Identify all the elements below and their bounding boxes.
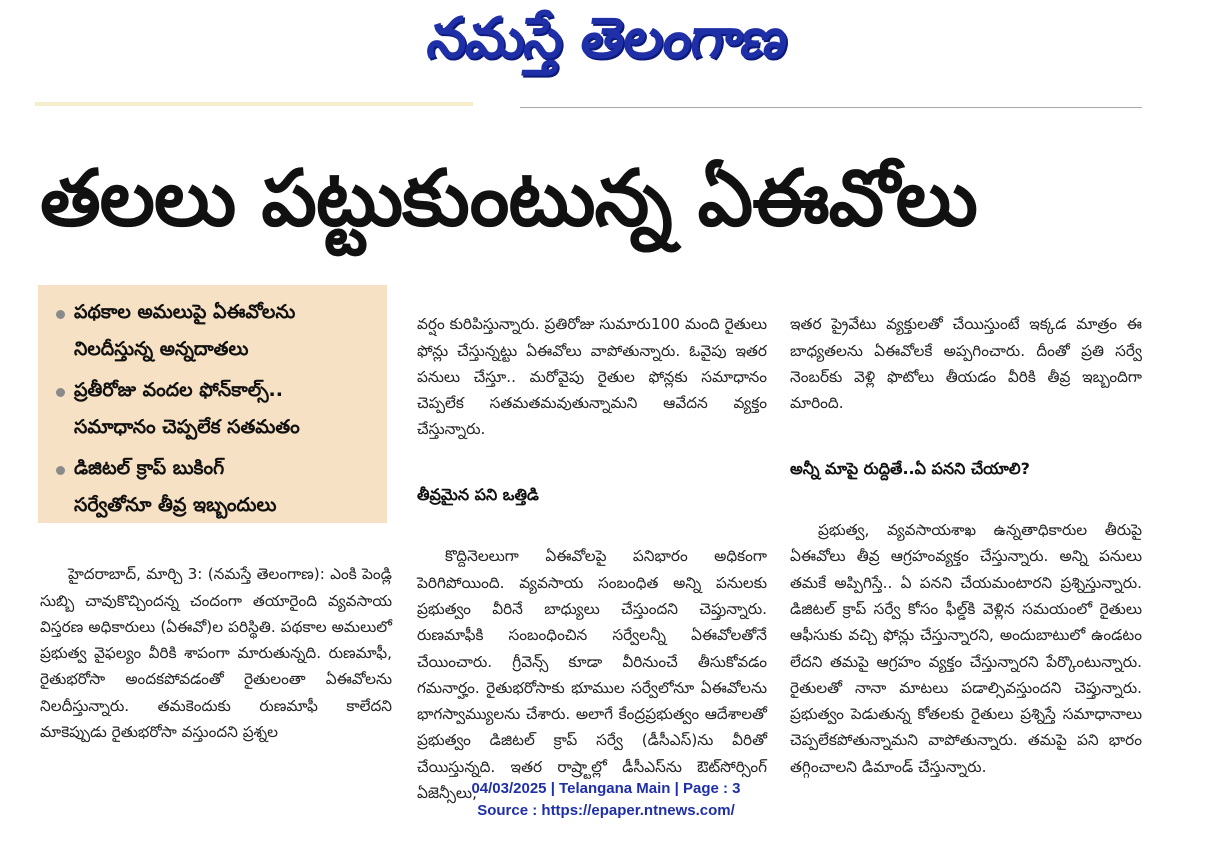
column-1-paragraph: హైదరాబాద్‌, మార్చి 3: (నమస్తే తెలంగాణ): ఎంకి పెండ్లి సుబ్బి చావుకొచ్చిందన్న చందంగా తయారైంది వ్యవసాయ విస్తరణ అధికారులు (ఏఈవో)ల పరిస్థితి. పథకాల అమలులో ప్రభుత్వ వైఫల్యం వీరికి శాపంగా మారుతున్నది. రుణమాఫీ, రైతుభరోసా అందకపోవడంతో రైతులంతా ఏఈవోలను నిలదీస్తున్నారు. తమకెందుకు రుణమాఫీ కాలేదని మాకెప్పుడు రైతుభరోసా వస్తుందని ప్రశ్నల: [40, 565, 392, 742]
article-column-1: [40, 535, 392, 775]
masthead: [0, 2, 1212, 88]
bullet-icon: [56, 466, 65, 475]
article-column-3: [790, 285, 1142, 776]
decorative-rule-right: [520, 107, 1142, 108]
column-3-paragraph-1: ఇతర ప్రైవేటు వ్యక్తులతో చేయిస్తుంటే ఇక్కడ మాత్రం ఈ బాధ్యతలను ఏఈవోలకే అప్పగించారు. దీంతో ప్రతి సర్వే నెంబర్‌కు వెళ్లి ఫొటోలు తీయడం వీరికి తీవ్ర ఇబ్బందిగా మారింది.: [790, 315, 1142, 413]
footer-source: Source : https://epaper.ntnews.com/: [477, 802, 735, 819]
column-2-subheading: తీవ్రమైన పని ఒత్తిడి: [417, 485, 539, 505]
bullet-icon: [56, 388, 65, 397]
highlight-text: ప్రతీరోజు వందల ఫోన్‌కాల్స్‌.. సమాధానం చెప్పలేక సతమతం: [74, 379, 300, 438]
highlights-box: [38, 285, 387, 523]
highlight-text: పథకాల అమలుపై ఏఈవోలను నిలదీస్తున్న అన్నదాతలు: [74, 301, 296, 360]
highlight-text: డిజిటల్‌ క్రాప్‌ బుకింగ్‌ సర్వేతోనూ తీవ్ర ఇబ్బందులు: [74, 457, 277, 516]
decorative-rule-left: [35, 102, 473, 106]
page-footer: [0, 778, 1212, 822]
highlight-item: [56, 372, 377, 446]
highlight-item: [56, 294, 377, 368]
masthead-logo: నమస్తే తెలంగాణ: [422, 5, 791, 71]
column-3-paragraph-2: ప్రభుత్వ, వ్యవసాయశాఖ ఉన్నతాధికారుల తీరుపై ఏఈవోలు తీవ్ర ఆగ్రహంవ్యక్తం చేస్తున్నారు. అన్ని పనులు తమకే అప్పిగిస్తే.. ఏ పనని చేయమంటారని ప్రశ్నిస్తున్నారు. డిజిటల్‌ క్రాప్‌ సర్వే కోసం ఫీల్డ్‌కి వెళ్లిన సమయంలో రైతులు ఆఫీసుకు వచ్చి ఫోన్లు చేస్తున్నారని, అందుబాటులో ఉండటం లేదని తమపై ఆగ్రహం వ్యక్తం చేస్తున్నారని పేర్కొంటున్నారు. రైతులతో నానా మాటలు పడాల్సివస్తుందని చెప్తున్నారు. ప్రభుత్వం పెడుతున్న కోతలకు రైతులు ప్రశ్నిస్తే సమాధానాలు చెప్పలేకపోతున్నామని వాపోతున్నారు. తమపై పని భారం తగ్గించాలని డిమాండ్‌ చేస్తున్నారు.: [790, 521, 1142, 776]
footer-date-page: 04/03/2025 | Telangana Main | Page : 3: [471, 780, 741, 797]
column-2-paragraph-2: కొద్దినెలలుగా ఏఈవోలపై పనిభారం అధికంగా పెరిగిపోయింది. వ్యవసాయ సంబంధిత అన్ని పనులకు ప్రభుత్వం వీరినే బాధ్యులు చేస్తుందని చెప్తున్నారు. రుణమాఫీకి సంబంధించిన సర్వేలన్నీ ఏఈవోలతోనే చేయించారు. గ్రీవెన్స్‌ కూడా వీరినుంచే తీసుకోవడం గమనార్హం. రైతుభరోసాకు భూముల సర్వేలోనూ ఏఈవోలను భాగస్వామ్యులను చేశారు. అలాగే కేంద్రప్రభుత్వం ఆదేశాలతో ప్రభుత్వం డిజిటల్‌ క్రాప్‌ సర్వే (డీసీఎస్‌)ను వీరితో చేయిస్తున్నది. ఇతర రాష్ర్టాల్లో డీసీఎస్‌ను ఔట్‌సోర్సింగ్‌ ఏజెన్సీలు,: [417, 547, 767, 803]
column-3-subheading: అన్నీ మాపై రుద్దితే..ఏ పనని చేయాలి?: [790, 458, 1030, 478]
column-2-paragraph-1: వర్షం కురిపిస్తున్నారు. ప్రతిరోజు సుమారు100 మంది రైతులు ఫోన్లు చేస్తున్నట్టు ఏఈవోలు వాపోతున్నారు. ఓవైపు ఇతర పనులు చేస్తూ.. మరోవైపు రైతుల ఫోన్లకు సమాధానం చెప్పలేక సతమతమవుతున్నామని ఆవేదన వ్యక్తం చేస్తున్నారు.: [417, 315, 767, 439]
article-headline: తలలు పట్టుకుంటున్న ఏఈవోలు: [40, 154, 977, 244]
bullet-icon: [56, 310, 65, 319]
highlight-item: [56, 450, 377, 524]
